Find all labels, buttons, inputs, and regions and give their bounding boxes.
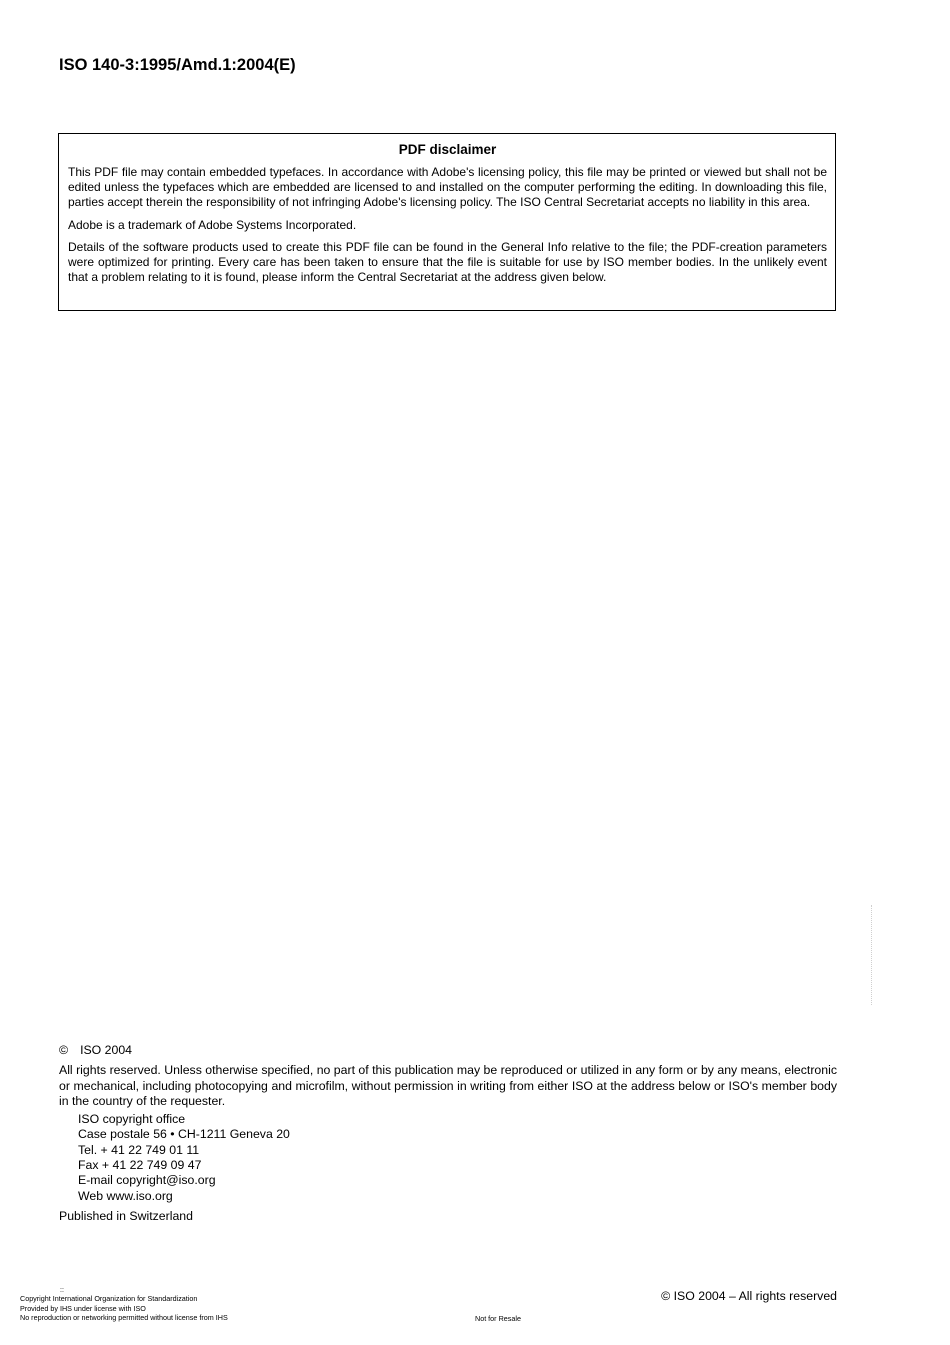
license-line-provider: Provided by IHS under license with ISO <box>20 1303 146 1313</box>
address-line-office: ISO copyright office <box>78 1112 186 1127</box>
document-id: ISO 140-3:1995/Amd.1:2004(E) <box>59 56 296 74</box>
copyright-year-line <box>59 1043 837 1058</box>
address-line-tel: Tel. + 41 22 749 01 11 <box>78 1142 200 1157</box>
pdf-disclaimer-box <box>58 133 836 311</box>
address-line-email: E-mail copyright@iso.org <box>78 1173 216 1188</box>
copyright-symbol: © <box>59 1043 69 1057</box>
page-copyright: © ISO 2004 – All rights reserved <box>661 1289 837 1303</box>
side-margin-marks <box>871 905 876 1005</box>
published-in: Published in Switzerland <box>59 1208 193 1223</box>
disclaimer-paragraph-typefaces: This PDF file may contain embedded typefaces. In accordance with Adobe's licensing policy, this file may be printed or viewed but shall not be edited unless the typefaces which are embedded are licensed to and installed on the computer performing the editing. In downloading this file, parties accept therein the responsibility of not infringing Adobe's licensing policy. The ISO Central Secretariat accepts no liability in this area. <box>68 165 827 210</box>
address-line-fax: Fax + 41 22 749 09 47 <box>78 1158 202 1173</box>
footer-dots: :: <box>60 1287 64 1294</box>
license-footer <box>20 1288 228 1323</box>
not-for-resale: Not for Resale <box>475 1314 521 1323</box>
address-line-postal: Case postale 56 • CH-1211 Geneva 20 <box>78 1127 290 1142</box>
address-line-web: Web www.iso.org <box>78 1188 173 1203</box>
rights-statement: All rights reserved. Unless otherwise specified, no part of this publication may be reproduced or utilized in any form or by any means, electronic or mechanical, including photocopying and microfilm, without permission in writing from either ISO at the address below or ISO's member body in the country of the requester. <box>59 1063 837 1108</box>
copyright-year: ISO 2004 <box>80 1043 133 1057</box>
disclaimer-paragraph-details: Details of the software products used to create this PDF file can be found in the General Info relative to the file; the PDF-creation parameters were optimized for printing. Every care has been taken to ensure that the file is suitable for use by ISO member bodies. In the unlikely event that a problem relating to it is found, please inform the Central Secretariat at the address given below. <box>68 239 827 285</box>
disclaimer-title: PDF disclaimer <box>398 142 497 157</box>
copyright-office-address <box>59 1112 837 1204</box>
disclaimer-paragraph-trademark: Adobe is a trademark of Adobe Systems Incorporated. <box>68 217 357 232</box>
copyright-notice <box>59 1043 837 1224</box>
license-line-copyright: Copyright International Organization for Standardization <box>20 1294 198 1303</box>
license-line-reproduction: No reproduction or networking permitted without license from IHS <box>20 1313 228 1323</box>
